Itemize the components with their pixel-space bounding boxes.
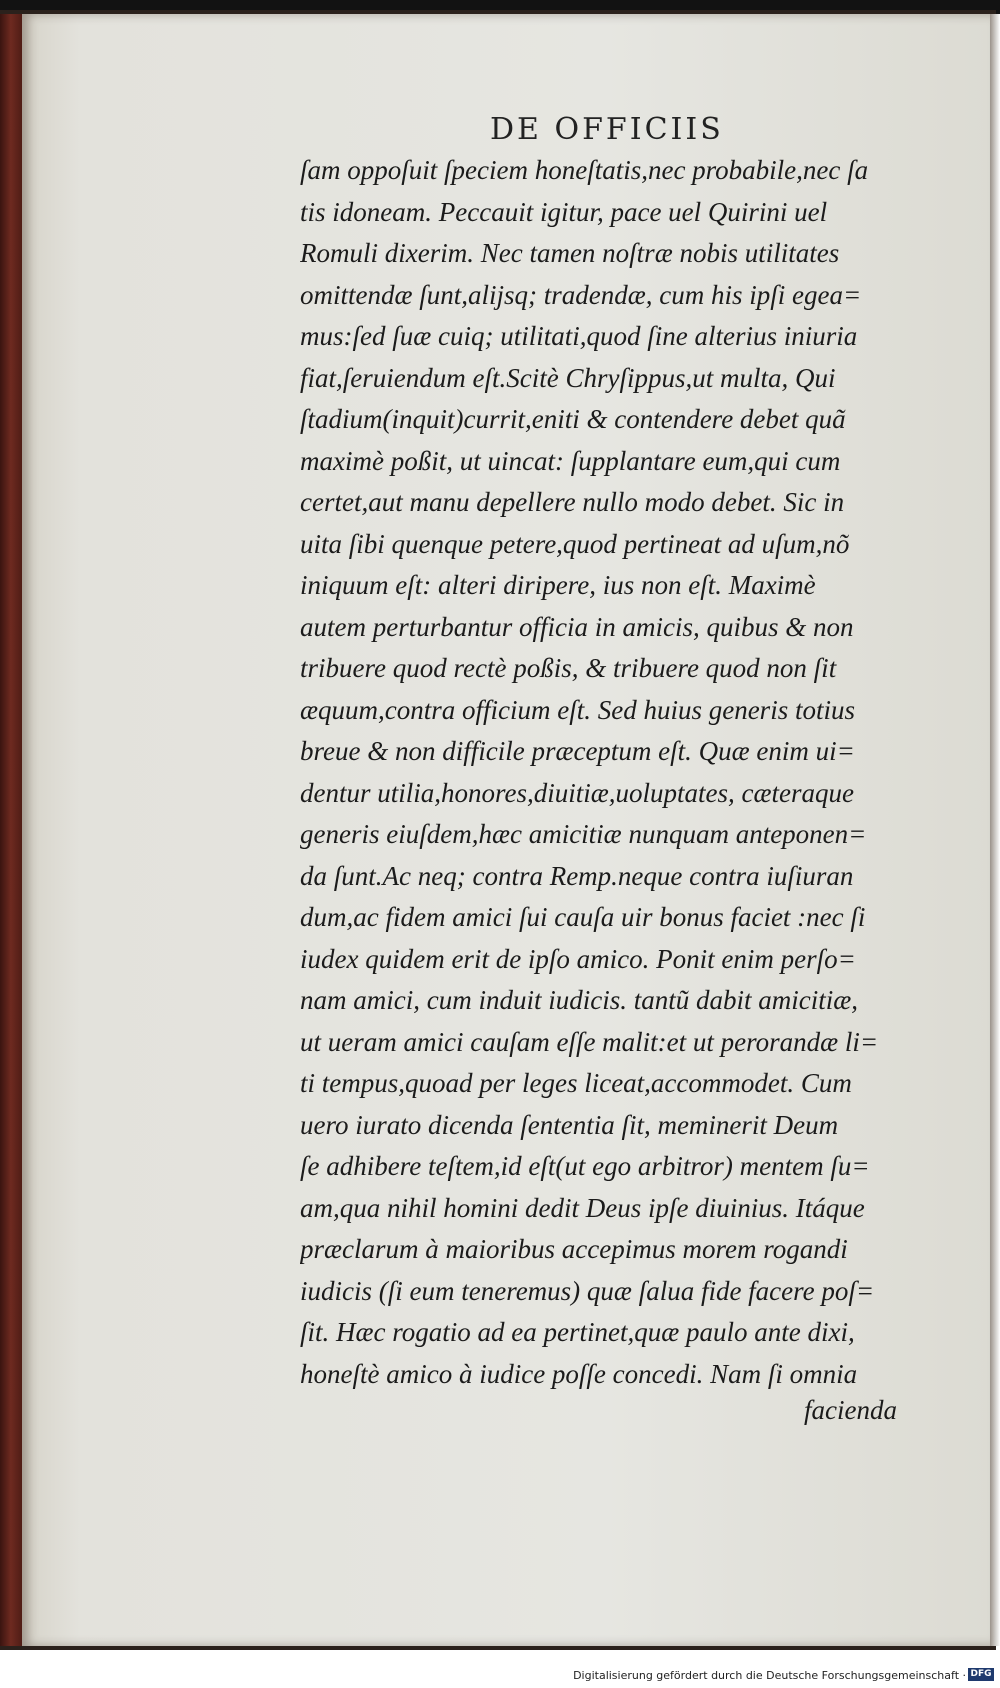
- text-line: da ſunt.Ac neq; contra Remp.neque contra iuſiuran: [300, 860, 854, 891]
- page-edge: [990, 14, 1000, 1646]
- text-line: iudicis (ſi eum teneremus) quæ ſalua fide facere poſ=: [300, 1275, 875, 1306]
- text-line: uero iurato dicenda ſententia ſit, meminerit Deum: [300, 1109, 839, 1140]
- dfg-logo: DFG: [968, 1668, 994, 1681]
- text-line: dum,ac fidem amici ſui cauſa uir bonus faciet :nec ſi: [300, 902, 866, 932]
- text-line: generis eiuſdem,hæc amicitiæ nunquam anteponen=: [300, 819, 867, 849]
- funding-credit: Digitalisierung gefördert durch die Deutsche Forschungsgemeinschaft ·: [573, 1669, 966, 1682]
- footer-bar: [0, 1650, 1000, 1688]
- text-line: honeſtè amico à iudice poſſe concedi. Nam ſi omnia: [300, 1358, 858, 1389]
- text-line: fiat,ſeruiendum eſt.Scitè Chryſippus,ut multa, Qui: [300, 362, 836, 393]
- catchword: facienda: [804, 1395, 897, 1425]
- text-line: autem perturbantur officia in amicis, quibus & non: [300, 611, 854, 642]
- text-line: æquum,contra officium eſt. Sed huius generis totius: [300, 694, 855, 725]
- body-text: [300, 150, 960, 1395]
- text-line: ti tempus,quoad per leges liceat,accommodet. Cum: [300, 1068, 852, 1098]
- book-spine: [0, 14, 24, 1646]
- text-line: maximè poßit, ut uincat: ſupplantare eum,qui cum: [300, 445, 841, 476]
- text-line: uita ſibi quenque petere,quod pertineat ad uſum,nõ: [300, 528, 850, 559]
- text-line: mus:ſed ſuæ cuiq; utilitati,quod ſine alterius iniuria: [300, 321, 858, 351]
- text-line: præclarum à maioribus accepimus morem rogandi: [300, 1234, 848, 1264]
- text-line: am,qua nihil homini dedit Deus ipſe diuinius. Itáque: [300, 1192, 865, 1223]
- text-line: ſam oppoſuit ſpeciem honeſtatis,nec probabile,nec ſa: [300, 155, 869, 185]
- text-line: ſtadium(inquit)currit,eniti & contendere debet quã: [300, 404, 846, 434]
- text-line: tribuere quod rectè poßis, & tribuere quod non ſit: [300, 653, 837, 683]
- text-line: tis idoneam. Peccauit igitur, pace uel Quirini uel: [300, 196, 828, 227]
- text-line: ſit. Hæc rogatio ad ea pertinet,quæ paulo ante dixi,: [300, 1317, 855, 1347]
- text-line: ſe adhibere teſtem,id eſt(ut ego arbitror) mentem ſu=: [300, 1151, 870, 1181]
- text-line: iudex quidem erit de ipſo amico. Ponit enim perſo=: [300, 943, 856, 974]
- text-line: nam amici, cum induit iudicis. tantũ dabit amicitiæ,: [300, 985, 858, 1015]
- text-line: omittendæ ſunt,alijsq; tradendæ, cum his ipſi egea=: [300, 279, 862, 310]
- text-line: Romuli dixerim. Nec tamen noſtræ nobis utilitates: [300, 238, 840, 268]
- text-line: certet,aut manu depellere nullo modo debet. Sic in: [300, 487, 845, 517]
- running-head: DE OFFICIIS: [490, 112, 724, 147]
- text-line: iniquum eſt: alteri diripere, ius non eſt. Maximè: [300, 570, 816, 600]
- text-line: dentur utilia,honores,diuitiæ,uoluptates, cæteraque: [300, 777, 854, 808]
- text-line: breue & non difficile præceptum eſt. Quæ enim ui=: [300, 736, 855, 766]
- text-line: ut ueram amici cauſam eſſe malit:et ut perorandæ li=: [300, 1026, 879, 1057]
